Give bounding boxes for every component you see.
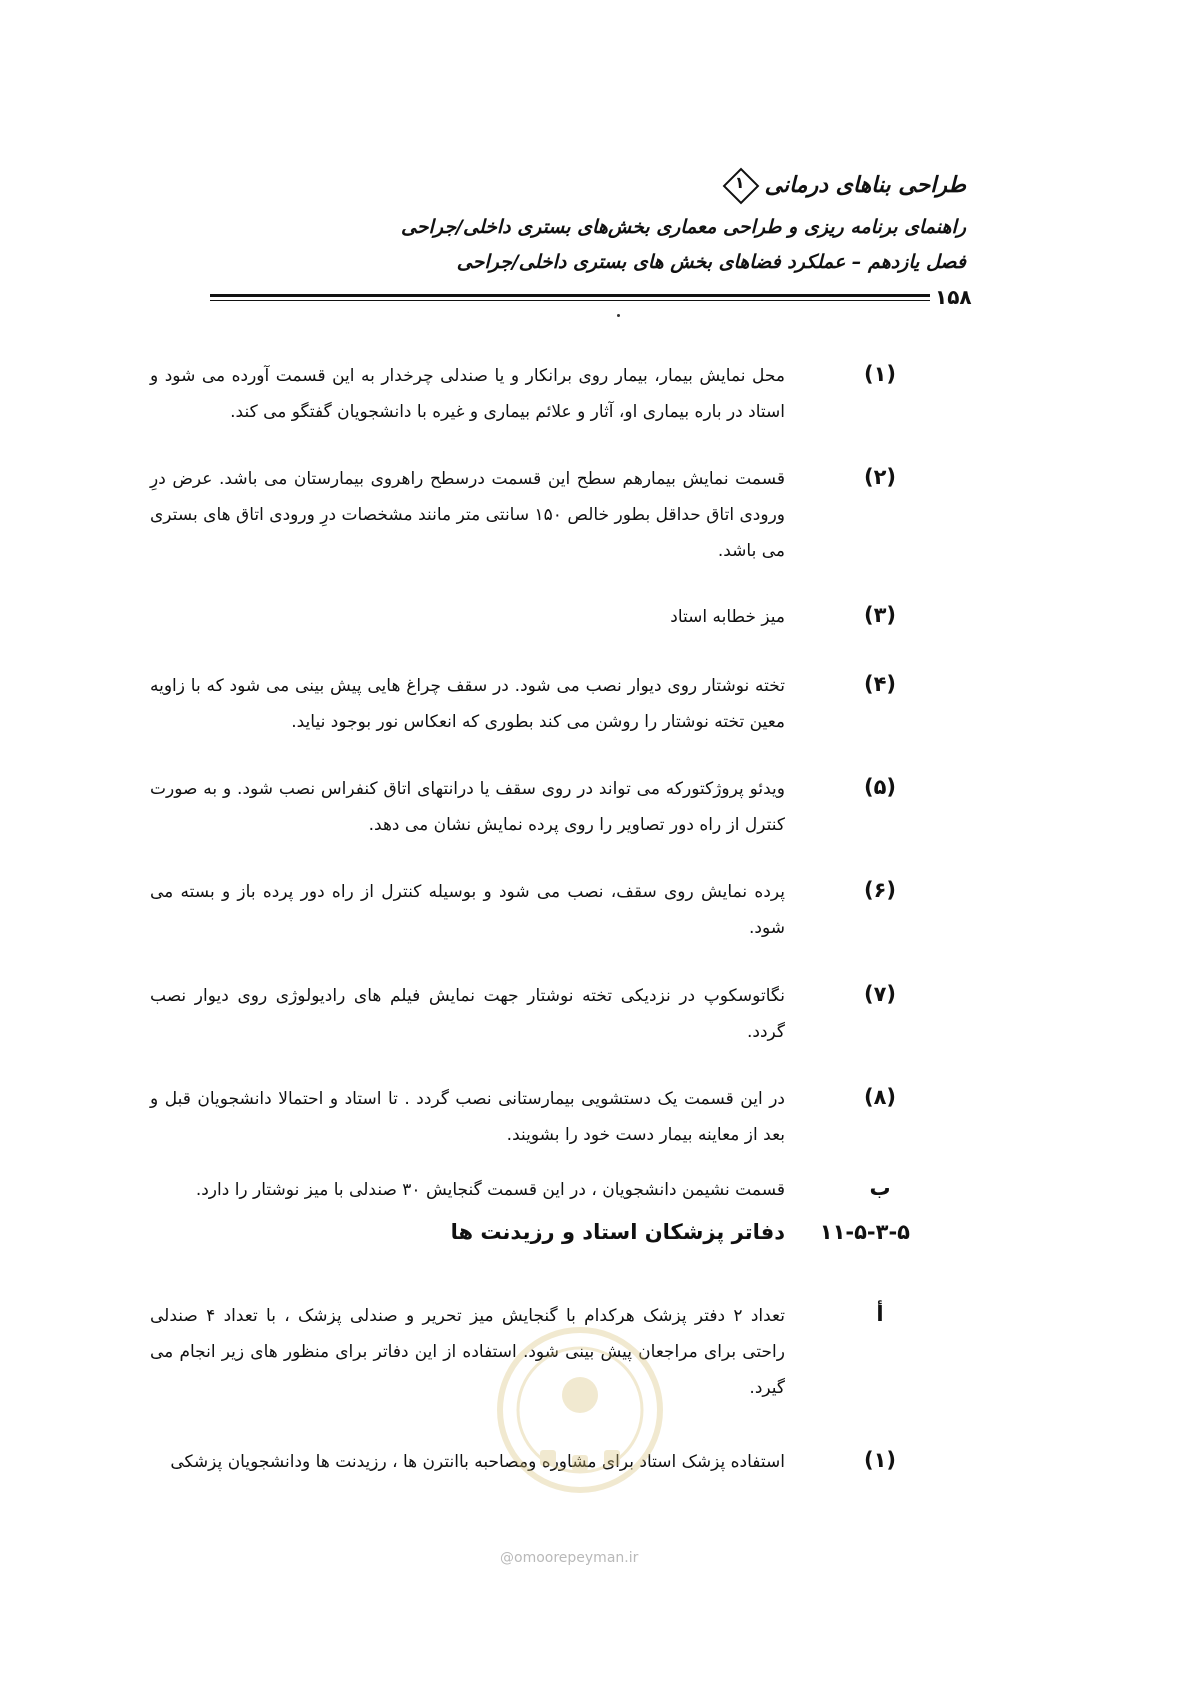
section-number: ۱۱-۵-۳-۵	[819, 1220, 910, 1244]
header-rule-thin	[210, 300, 930, 301]
item-text: استفاده پزشک استاد برای مشاوره ومصاحبه باانترن ها ، رزیدنت ها ودانشجویان پزشکی	[170, 1452, 785, 1472]
item-label: ب	[869, 1176, 891, 1200]
item-label: (۵)	[863, 775, 897, 799]
item-text: تعداد ۲ دفتر پزشک هرکدام با گنجایش میز تحریر و صندلی پزشک ، با تعداد ۴ صندلی راحتی برای مراجعان پیش بینی شود. استفاده از این دفاتر برای منظور های زیر انجام می گیرد.	[150, 1306, 785, 1398]
item-label: (۷)	[863, 982, 897, 1006]
item-label: (۴)	[863, 672, 897, 696]
watermark-url: @omoorepeyman.ir	[500, 1550, 639, 1566]
item-label: (۲)	[863, 465, 897, 489]
item-text: ویدئو پروژکتورکه می تواند در روی سقف یا درانتهای اتاق کنفراس نصب شود. و به صورت کنترل از راه دور تصاویر را روی پرده نمایش نشان می دهد.	[150, 779, 785, 835]
book-title-text: طراحی بناهای درمانی	[764, 172, 966, 198]
page-number: ۱۵۸	[935, 285, 972, 309]
book-title	[723, 170, 966, 200]
item-text: پرده نمایش روی سقف، نصب می شود و بوسیله کنترل از راه دور پرده باز و بسته می شود.	[150, 882, 785, 938]
item-label: (۱)	[863, 362, 897, 386]
item-text: نگاتوسکوپ در نزدیکی تخته نوشتار جهت نمایش فیلم های رادیولوژی روی دیوار نصب گردد.	[150, 986, 785, 1042]
item-label: (۳)	[863, 603, 897, 627]
item-text: محل نمایش بیمار، بیمار روی برانکار و یا صندلی چرخدار به این قسمت آورده می شود و استاد در باره بیماری او، آثار و علائم بیماری و غیره با دانشجویان گفتگو می کند.	[150, 366, 785, 422]
watermark-logo-icon	[480, 1300, 680, 1540]
item-label: (۶)	[863, 878, 897, 902]
book-subtitle: راهنمای برنامه ریزی و طراحی معماری بخش‌های بستری داخلی/جراحی	[400, 216, 966, 238]
header-rule-thick	[210, 294, 930, 297]
item-text: در این قسمت یک دستشویی بیمارستانی نصب گردد . تا استاد و احتمالا دانشجویان قبل و بعد از معاینه بیمار دست خود را بشویند.	[150, 1089, 785, 1145]
item-text: قسمت نمایش بیمارهم سطح این قسمت درسطح راهروی بیمارستان می باشد. عرض درِ ورودی اتاق حداقل بطور خالص ۱۵۰ سانتی متر مانند مشخصات درِ ورودی اتاق های بستری می باشد.	[150, 469, 785, 561]
volume-badge	[725, 170, 755, 200]
volume-number: ۱	[734, 173, 745, 192]
item-label: أ	[876, 1302, 884, 1326]
item-label: (۸)	[863, 1085, 897, 1109]
item-label: (۱)	[863, 1448, 897, 1472]
speck	[617, 314, 620, 317]
section-title: دفاتر پزشکان استاد و رزیدنت ها	[450, 1220, 785, 1244]
item-text: قسمت نشیمن دانشجویان ، در این قسمت گنجایش ۳۰ صندلی با میز نوشتار را دارد.	[195, 1180, 785, 1200]
item-text: تخته نوشتار روی دیوار نصب می شود. در سقف چراغ هایی پیش بینی می شود که با زاویه معین تخته نوشتار را روشن می کند بطوری که انعکاس نور بوجود نیاید.	[150, 676, 785, 732]
item-text: میز خطابه استاد	[670, 607, 785, 627]
chapter-title: فصل یازدهم – عملکرد فضاهای بخش های بستری داخلی/جراحی	[456, 251, 966, 273]
